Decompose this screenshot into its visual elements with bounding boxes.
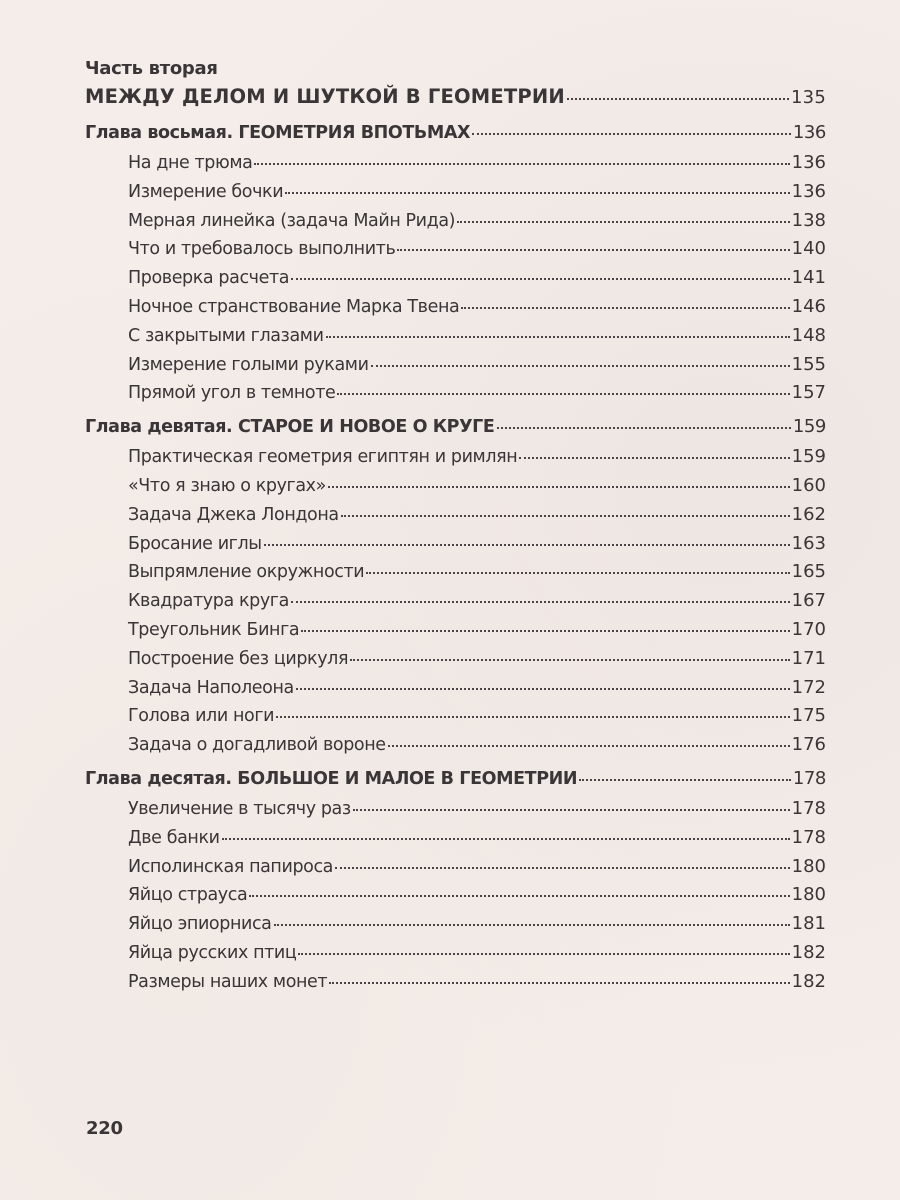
dot-leader (397, 249, 789, 251)
page-number: 181 (791, 913, 826, 935)
dot-leader (276, 716, 790, 718)
page-number: 159 (791, 446, 826, 468)
dot-leader (291, 601, 790, 603)
section-title: Исполинская папироса (128, 856, 334, 877)
page-number: 167 (791, 590, 826, 612)
chapter-block (85, 764, 826, 996)
section-title: Измерение голыми руками (128, 354, 369, 375)
page-number: 141 (791, 267, 826, 289)
dot-leader (519, 457, 789, 459)
section-title: Яйцо страуса (128, 885, 248, 906)
dot-leader (337, 393, 789, 395)
section-title: Задача Джека Лондона (128, 504, 339, 525)
dot-leader (254, 163, 789, 165)
section-title: Ночное странствование Марка Твена (128, 296, 460, 317)
dot-leader (497, 427, 791, 429)
section-title: Мерная линейка (задача Майн Рида) (128, 210, 456, 231)
toc-section-entry (85, 673, 826, 702)
page-folio-number: 220 (86, 1118, 123, 1139)
dot-leader (249, 895, 789, 897)
part-title: МЕЖДУ ДЕЛОМ И ШУТКОЙ В ГЕОМЕТРИИ (85, 85, 565, 108)
dot-leader (274, 924, 790, 926)
dot-leader (457, 221, 790, 223)
dot-leader (388, 745, 790, 747)
section-title: Бросание иглы (128, 533, 262, 554)
dot-leader (329, 982, 789, 984)
chapter-title: Глава девятая. СТАРОЕ И НОВОЕ О КРУГЕ (85, 417, 495, 438)
toc-section-entry (85, 263, 826, 292)
page-number: 182 (791, 970, 826, 992)
page-number: 175 (791, 705, 826, 727)
page-number: 171 (791, 647, 826, 669)
dot-leader (222, 838, 790, 840)
section-title: Задача о догадливой вороне (128, 735, 386, 756)
section-title: Яйца русских птиц (128, 942, 297, 963)
section-title: Задача Наполеона (128, 677, 294, 698)
page-number: 138 (791, 209, 826, 231)
section-title: Две банки (128, 827, 220, 848)
dot-leader (350, 659, 790, 661)
page-number: 163 (791, 532, 826, 554)
toc-section-entry (85, 586, 826, 615)
part-label: Часть вторая (85, 58, 218, 79)
page-number: 180 (791, 855, 826, 877)
dot-leader (264, 544, 790, 546)
toc-section-entry (85, 794, 826, 823)
page-number: 162 (791, 503, 826, 525)
toc-chapter-entry (85, 764, 826, 794)
section-title: Что и требовалось выполнить (128, 239, 396, 260)
section-title: Практическая геометрия египтян и римлян (128, 447, 518, 468)
toc-section-entry (85, 644, 826, 673)
toc-section-entry (85, 823, 826, 852)
page-number: 160 (791, 474, 826, 496)
toc-section-entry (85, 148, 826, 177)
toc-section-entry (85, 442, 826, 471)
dot-leader (579, 779, 791, 781)
section-title: Измерение бочки (128, 181, 284, 202)
toc-chapter-entry (85, 118, 826, 148)
section-title: Яйцо эпиорниса (128, 914, 272, 935)
toc-section-entry (85, 852, 826, 881)
dot-leader (328, 486, 790, 488)
section-title: Увеличение в тысячу раз (128, 798, 351, 819)
chapter-title: Глава десятая. БОЛЬШОЕ И МАЛОЕ В ГЕОМЕТРИИ (85, 768, 578, 789)
page-number: 157 (791, 382, 826, 404)
toc-section-entry (85, 234, 826, 263)
toc-section-entry (85, 321, 826, 350)
page-number: 135 (791, 87, 826, 108)
toc-part-entry (85, 82, 826, 112)
page-number: 148 (791, 324, 826, 346)
section-title: Прямой угол в темноте (128, 383, 336, 404)
toc-section-entry (85, 292, 826, 321)
toc-section-entry (85, 557, 826, 586)
chapter-block (85, 118, 826, 407)
page-number: 170 (791, 618, 826, 640)
page-number: 165 (791, 561, 826, 583)
toc-section-entry (85, 909, 826, 938)
toc-section-entry (85, 529, 826, 558)
section-title: Квадратура круга (128, 591, 289, 612)
toc-section-entry (85, 938, 826, 967)
page-number: 136 (791, 180, 826, 202)
dot-leader (296, 688, 790, 690)
dot-leader (326, 336, 790, 338)
section-title: Размеры наших монет (128, 971, 328, 992)
toc-section-entry (85, 701, 826, 730)
toc-section-entry (85, 730, 826, 759)
section-title: С закрытыми глазами (128, 325, 324, 346)
page-number: 136 (792, 122, 826, 143)
dot-leader (301, 630, 789, 632)
dot-leader (353, 809, 790, 811)
section-title: На дне трюма (128, 153, 253, 173)
table-of-contents (85, 58, 826, 996)
toc-section-entry (85, 177, 826, 206)
toc-section-entry (85, 967, 826, 996)
toc-section-entry (85, 350, 826, 379)
toc-section-entry (85, 500, 826, 529)
section-title: Построение без циркуля (128, 648, 349, 669)
section-title: Треугольник Бинга (128, 619, 300, 640)
dot-leader (291, 278, 790, 280)
toc-section-entry (85, 206, 826, 235)
toc-section-entry (85, 471, 826, 500)
page-number: 180 (791, 884, 826, 906)
page-number: 182 (791, 941, 826, 963)
section-title: Проверка расчета (128, 268, 290, 289)
dot-leader (335, 867, 790, 869)
page-number: 178 (792, 767, 826, 789)
dot-leader (371, 365, 790, 367)
page-number: 136 (791, 152, 826, 173)
toc-section-entry (85, 378, 826, 407)
section-title: «Что я знаю о кругах» (128, 475, 326, 496)
chapter-block (85, 412, 826, 759)
dot-leader (298, 953, 789, 955)
chapter-title: Глава восьмая. ГЕОМЕТРИЯ ВПОТЬМАХ (85, 123, 471, 143)
dot-leader (341, 515, 790, 517)
dot-leader (366, 572, 789, 574)
dot-leader (567, 98, 789, 100)
page-number: 172 (791, 676, 826, 698)
page-number: 146 (791, 295, 826, 317)
toc-section-entry (85, 880, 826, 909)
page-number: 178 (791, 797, 826, 819)
section-title: Голова или ноги (128, 706, 275, 727)
page-number: 159 (792, 416, 826, 438)
toc-chapter-entry (85, 412, 826, 442)
dot-leader (285, 192, 789, 194)
dot-leader (472, 133, 791, 135)
page-number: 178 (791, 826, 826, 848)
toc-section-entry (85, 615, 826, 644)
section-title: Выпрямление окружности (128, 562, 365, 583)
page-number: 155 (791, 353, 826, 375)
dot-leader (461, 307, 789, 309)
page-number: 176 (791, 734, 826, 756)
page-number: 140 (791, 238, 826, 260)
